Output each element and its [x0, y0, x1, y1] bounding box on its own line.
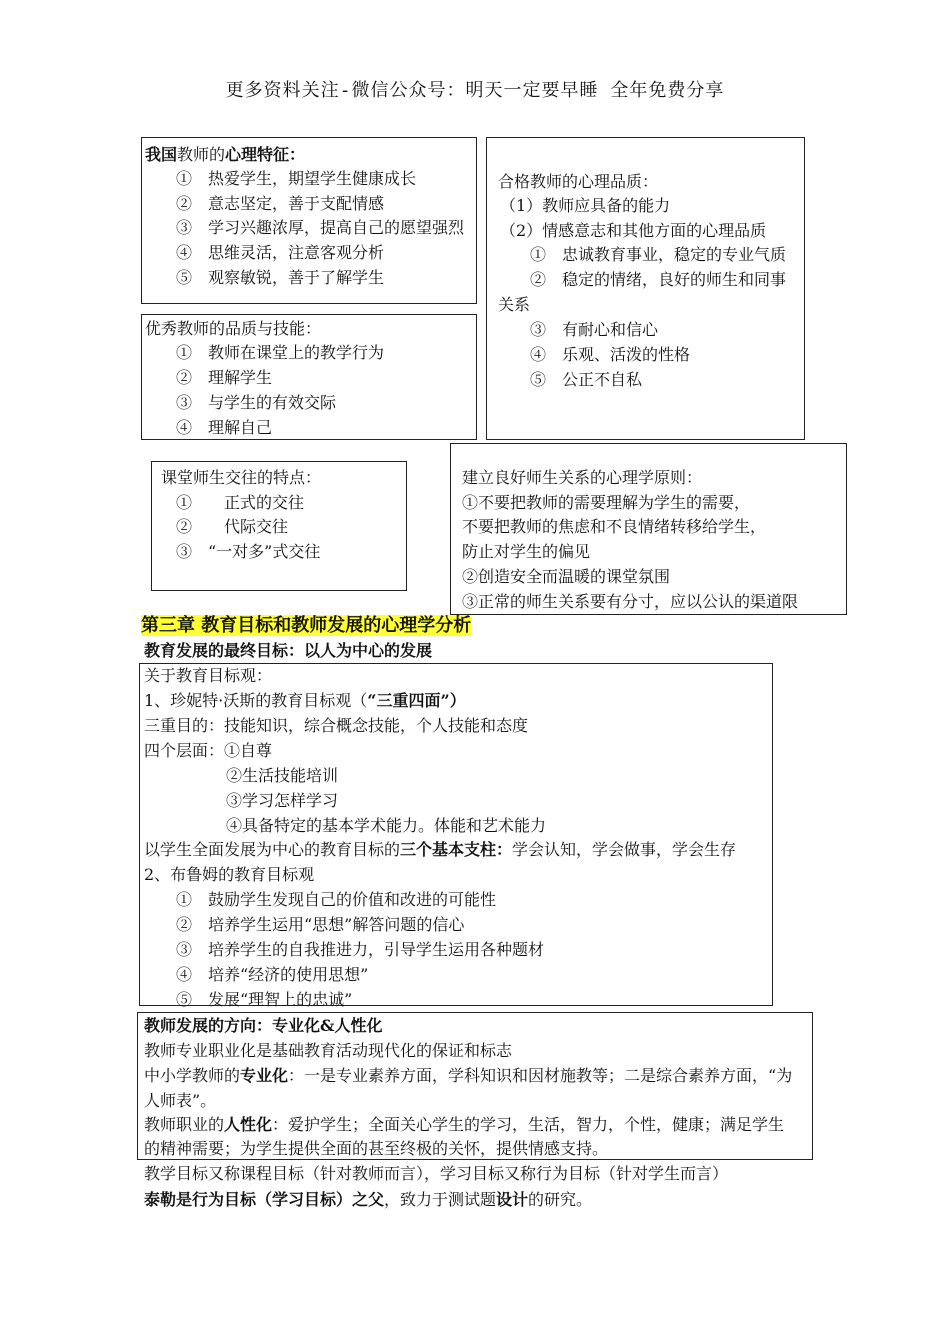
list-item: ③ 有耐心和信心	[530, 320, 659, 339]
tail-line: 教学目标又称课程目标（针对教师而言），学习目标又称行为目标（针对学生而言）	[144, 1164, 729, 1183]
section-subtitle: 教育发展的最终目标：以人为中心的发展	[144, 641, 433, 660]
list-item: ④ 思维灵活，注意客观分析	[176, 243, 385, 262]
goals-line: 以学生全面发展为中心的教育目标的三个基本支柱：学会认知，学会做事，学会生存	[144, 840, 737, 859]
dev-line: 中小学教师的专业化：一是专业素养方面，学科知识和因材施教等；二是综合素养方面，“为	[144, 1066, 793, 1085]
dev-line: 人师表”。	[144, 1091, 217, 1110]
chapter-heading: 第三章 教育目标和教师发展的心理学分析	[141, 615, 472, 636]
goals-line: 关于教育目标观：	[144, 666, 273, 685]
list-item: ① 教师在课堂上的教学行为	[176, 343, 385, 362]
list-item: ① 忠诚教育事业，稳定的专业气质	[530, 245, 787, 264]
list-item: ① 鼓励学生发现自己的价值和改进的可能性	[176, 890, 497, 909]
list-item: ② 理解学生	[176, 368, 273, 387]
list-item: ② 稳定的情绪，良好的师生和同事	[530, 270, 787, 289]
list-item: （2）情感意志和其他方面的心理品质	[500, 221, 767, 240]
list-item: ④ 理解自己	[176, 418, 273, 437]
list-item: ④ 培养“经济的使用思想”	[176, 965, 369, 984]
goals-line: ④具备特定的基本学术能力。体能和艺术能力	[226, 816, 547, 835]
list-item: ②创造安全而温暖的课堂氛围	[462, 567, 671, 586]
goals-line: 四个层面：①自尊	[144, 741, 273, 760]
goals-line: ②生活技能培训	[226, 766, 339, 785]
list-item: ③正常的师生关系要有分寸，应以公认的渠道限	[462, 592, 799, 611]
list-item: ⑤ 发展“理智上的忠诚”	[176, 990, 353, 1009]
list-item: ①不要把教师的需要理解为学生的需要，	[462, 493, 751, 512]
list-item: ② 代际交往	[176, 517, 289, 536]
excellent-teacher-title: 优秀教师的品质与技能：	[145, 319, 322, 338]
list-item: 防止对学生的偏见	[462, 542, 591, 561]
goals-line: ③学习怎样学习	[226, 791, 339, 810]
teacher-traits-title: 我国教师的心理特征：	[145, 145, 306, 164]
list-item: ③ 与学生的有效交际	[176, 393, 337, 412]
goals-line: 1、珍妮特·沃斯的教育目标观（“三重四面”）	[144, 691, 466, 710]
list-item: ② 意志坚定，善于支配情感	[176, 194, 385, 213]
dev-line: 教师职业的人性化：爱护学生；全面关心学生的学习，生活，智力，个性，健康；满足学生	[144, 1115, 785, 1134]
list-item: ⑤ 公正不自私	[530, 370, 643, 389]
teacher-development-title: 教师发展的方向：专业化&人性化	[144, 1016, 383, 1035]
list-item: 关系	[498, 295, 531, 314]
list-item: ① 热爱学生，期望学生健康成长	[176, 169, 417, 188]
relationship-principles-title: 建立良好师生关系的心理学原则：	[462, 468, 703, 487]
list-item: 不要把教师的焦虑和不良情绪转移给学生，	[462, 517, 767, 536]
list-item: ④ 乐观、活泼的性格	[530, 345, 691, 364]
list-item: ⑤ 观察敏锐，善于了解学生	[176, 268, 385, 287]
tail-line: 泰勒是行为目标（学习目标）之父，致力于测试题设计的研究。	[144, 1190, 593, 1209]
list-item: ① 正式的交往	[176, 493, 305, 512]
list-item: （1）教师应具备的能力	[500, 196, 671, 215]
dev-line: 教师专业职业化是基础教育活动现代化的保证和标志	[144, 1041, 513, 1060]
list-item: ③ 学习兴趣浓厚，提高自己的愿望强烈	[176, 218, 465, 237]
list-item: ③ 培养学生的自我推进力，引导学生运用各种题材	[176, 940, 545, 959]
list-item: ③ “一对多”式交往	[176, 542, 321, 561]
goals-line: 三重目的：技能知识，综合概念技能，个人技能和态度	[144, 716, 529, 735]
list-item: ② 培养学生运用“思想”解答问题的信心	[176, 915, 465, 934]
goals-line: 2、布鲁姆的教育目标观	[144, 865, 315, 884]
page-header: 更多资料关注-微信公众号：明天一定要早睡 全年免费分享	[225, 80, 725, 101]
dev-line: 的精神需要；为学生提供全面的甚至终极的关怀，提供情感支持。	[144, 1139, 609, 1158]
classroom-interaction-title: 课堂师生交往的特点：	[161, 468, 322, 487]
qualified-teacher-title: 合格教师的心理品质：	[498, 172, 659, 191]
